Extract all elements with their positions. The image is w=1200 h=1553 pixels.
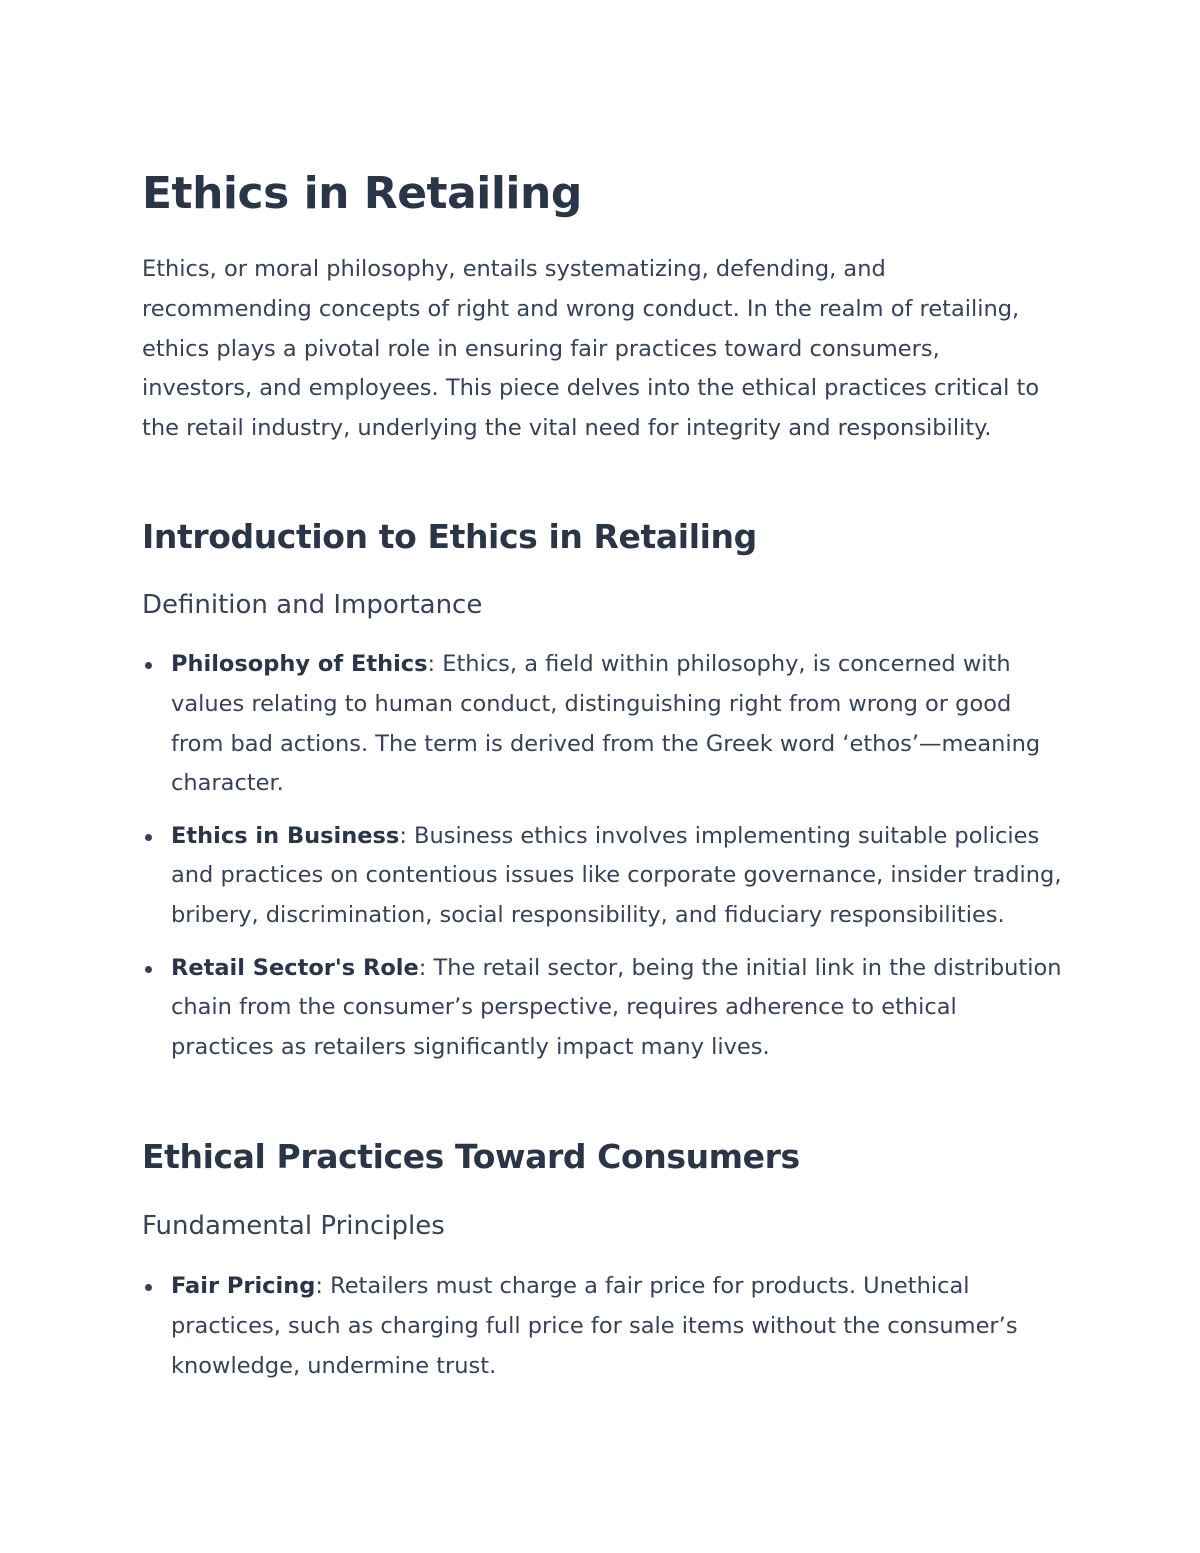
bullet-icon xyxy=(145,966,152,973)
list-item-term: Fair Pricing xyxy=(171,1273,316,1299)
list-item xyxy=(142,645,1062,804)
bullet-list-definitions xyxy=(142,645,1062,1080)
list-item-text: : The retail sector, being the initial link in the distribution chain from the consumer’s perspective, requires adherence to ethical practices as retailers significantly impact many lives. xyxy=(171,954,1062,1061)
intro-paragraph: Ethics, or moral philosophy, entails systematizing, defending, and recommending concepts of right and wrong conduct. In the realm of retailing, ethics plays a pivotal role in ensuring fair practices toward consumers, investors, and employees. This piece delves into the ethical practices critical to the retail industry, underlying the vital need for integrity and responsibility. xyxy=(142,256,1040,442)
list-item xyxy=(142,949,1062,1068)
list-item-term: Retail Sector's Role xyxy=(171,954,419,981)
list-item-text: : Ethics, a field within philosophy, is concerned with values relating to human conduct, distinguishing right from wrong or good from bad actions. The term is derived from the Greek word ‘ethos’—meaning character. xyxy=(171,651,1041,797)
list-item-term: Philosophy of Ethics xyxy=(171,651,428,677)
list-item-text: : Business ethics involves implementing suitable policies and practices on contentious issues like corporate governance, insider trading, bribery, discrimination, social responsibility, and fiduciary responsibilities. xyxy=(171,822,1062,929)
bullet-icon xyxy=(145,1284,152,1291)
bullet-icon xyxy=(145,834,152,841)
section-heading-consumers: Ethical Practices Toward Consumers xyxy=(142,1137,800,1176)
subheading-fundamental-principles: Fundamental Principles xyxy=(142,1211,445,1241)
document-title: Ethics in Retailing xyxy=(142,168,582,219)
bullet-icon xyxy=(145,662,152,669)
bullet-list-principles xyxy=(142,1267,1062,1399)
list-item xyxy=(142,817,1062,936)
subheading-definition-importance: Definition and Importance xyxy=(142,590,483,620)
list-item-term: Ethics in Business xyxy=(171,822,400,849)
list-item xyxy=(142,1267,1062,1386)
list-item-text: : Retailers must charge a fair price for products. Unethical practices, such as charging full price for sale items without the consumer’s knowledge, undermine trust. xyxy=(171,1273,1018,1379)
section-heading-introduction: Introduction to Ethics in Retailing xyxy=(142,517,757,556)
